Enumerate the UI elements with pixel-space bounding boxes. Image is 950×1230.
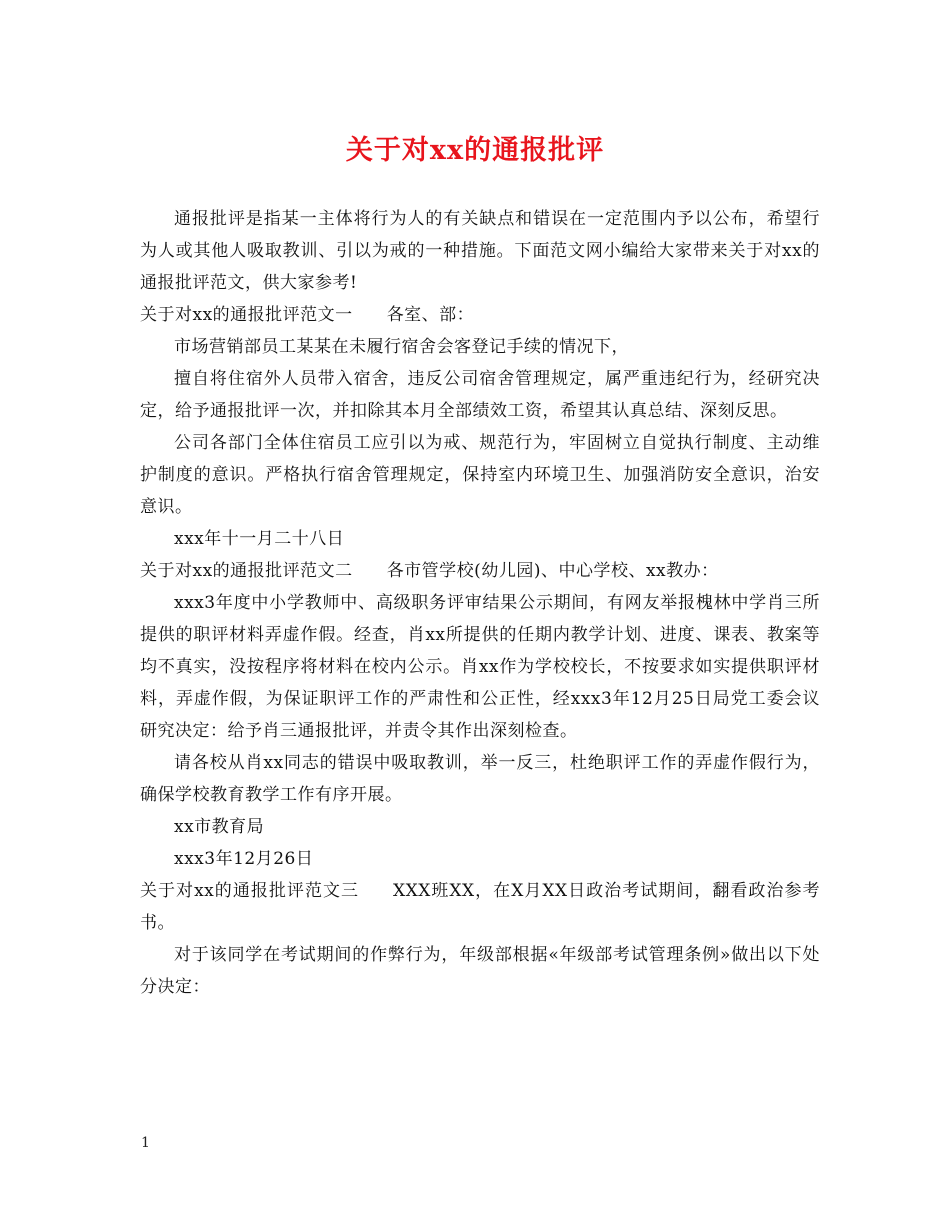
section-two-heading: 关于对xx的通报批评范文二	[140, 561, 353, 581]
section-two-date: xxx3年12月26日	[174, 849, 314, 869]
section-one-paragraph-2: 擅自将住宿外人员带入宿舍，违反公司宿舍管理规定，属严重违纪行为，经研究决定，给予通报批评一次，并扣除其本月全部绩效工资，希望其认真总结、深刻反思。	[140, 369, 820, 421]
section-one-paragraph-1: 市场营销部员工某某在未履行宿舍会客登记手续的情况下，	[174, 337, 629, 357]
page-number: 1	[141, 1135, 150, 1151]
section-three-heading-line	[140, 875, 820, 939]
section-two-recipient: 各市管学校(幼儿园)、中心学校、xx教办：	[386, 561, 719, 581]
section-one-heading: 关于对xx的通报批评范文一	[140, 305, 353, 325]
section-one-heading-line	[140, 299, 820, 331]
document-title: 关于对xx的通报批评	[345, 135, 605, 166]
section-one-paragraph-3: 公司各部门全体住宿员工应引以为戒、规范行为，牢固树立自觉执行制度、主动维护制度的意识。严格执行宿舍管理规定，保持室内环境卫生、加强消防安全意识，治安意识。	[140, 433, 820, 517]
document-body	[140, 203, 820, 1003]
section-three-heading: 关于对xx的通报批评范文三	[140, 881, 360, 901]
intro-paragraph: 通报批评是指某一主体将行为人的有关缺点和错误在一定范围内予以公布，希望行为人或其他人吸取教训、引以为戒的一种措施。下面范文网小编给大家带来关于对xx的通报批评范文，供大家参考!	[140, 209, 820, 293]
section-two-paragraph-1: xxx3年度中小学教师中、高级职务评审结果公示期间，有网友举报槐林中学肖三所提供的职评材料弄虚作假。经查，肖xx所提供的任期内教学计划、进度、课表、教案等均不真实，没按程序将材料在校内公示。肖xx作为学校校长，不按要求如实提供职评材料，弄虚作假，为保证职评工作的严肃性和公正性，经xxx3年12月25日局党工委会议研究决定：给予肖三通报批评，并责令其作出深刻检查。	[140, 593, 820, 741]
section-one-recipient: 各室、部：	[386, 305, 475, 325]
section-one-date: xxx年十一月二十八日	[174, 529, 345, 549]
section-two-paragraph-2: 请各校从肖xx同志的错误中吸取教训，举一反三，杜绝职评工作的弄虚作假行为，确保学校教育教学工作有序开展。	[140, 753, 820, 805]
section-three-paragraph-1: 对于该同学在考试期间的作弊行为，年级部根据«年级部考试管理条例»做出以下处分决定：	[140, 945, 820, 997]
section-three-recipient: XXX班XX，在X月XX日政治考试期间，翻看政治参考书。	[140, 881, 820, 933]
section-two-organization: xx市教育局	[174, 817, 265, 837]
section-two-heading-line	[140, 555, 820, 587]
